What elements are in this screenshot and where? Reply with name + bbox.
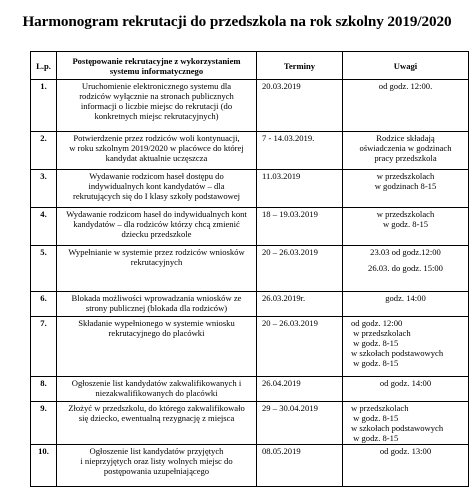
row-number: 6. <box>31 292 57 317</box>
step-line: strony publicznej (blokada dla rodziców) <box>85 303 228 313</box>
header-dates: Terminy <box>257 52 343 80</box>
step-line: Ogłoszenie list kandydatów zakwalifikowanych i <box>71 378 242 388</box>
notes-cell <box>343 208 469 246</box>
table-row <box>31 80 469 132</box>
note-line: godz. 14:00 <box>385 293 426 303</box>
date-cell: 08.05.2019 <box>257 445 343 487</box>
step-line: indywidualnych kont kandydatów – dla <box>88 181 225 191</box>
header-step-line: systemu informatycznego <box>109 65 204 76</box>
schedule-table <box>30 51 469 487</box>
step-line: niezakwalifikowanych do placówki <box>95 388 218 398</box>
table-row <box>31 170 469 208</box>
step-line: Uruchomienie elektronicznego systemu dla <box>81 81 232 91</box>
step-line: rodziców wyłącznie na stronach publicznych <box>79 91 234 101</box>
date-cell: 18 – 19.03.2019 <box>257 208 343 246</box>
step-line: rekrutacyjnych <box>130 257 183 267</box>
date-cell: 20 – 26.03.2019 <box>257 246 343 292</box>
note-line: 23.03 od godz.12:00 <box>370 247 441 257</box>
note-line: w szkołach podstawowych <box>351 348 444 358</box>
step-description <box>57 377 257 402</box>
table-row <box>31 132 469 170</box>
step-description <box>57 170 257 208</box>
notes-cell <box>343 132 469 170</box>
row-number: 4. <box>31 208 57 246</box>
row-number: 3. <box>31 170 57 208</box>
date-cell: 20 – 26.03.2019 <box>257 317 343 377</box>
note-line: w przedszkolach <box>351 328 411 338</box>
note-line: w przedszkolach <box>376 209 435 219</box>
note-line: w godz. 8-15 <box>351 338 399 348</box>
step-line: Potwierdzenie przez rodziców woli kontynuacji, <box>73 133 240 143</box>
step-line: Wypełnianie w systemie przez rodziców wniosków <box>68 247 245 257</box>
table-row <box>31 292 469 317</box>
note-line: w godzinach 8-15 <box>374 181 437 191</box>
note-line: pracy przedszkola <box>374 153 437 163</box>
date-cell: 20.03.2019 <box>257 80 343 132</box>
row-number: 7. <box>31 317 57 377</box>
row-number: 1. <box>31 80 57 132</box>
date-cell: 29 – 30.04.2019 <box>257 402 343 445</box>
note-line: w godz. 8-15 <box>382 219 429 229</box>
row-number: 2. <box>31 132 57 170</box>
step-line: Składanie wypełnionego w systemie wniosku <box>78 318 235 328</box>
step-line: i nieprzyjętych oraz listy wolnych miejsc do <box>80 456 233 466</box>
notes-cell <box>343 402 469 445</box>
step-line: konkretnych miejsc rekrutacyjnych) <box>94 111 219 121</box>
note-line: w przedszkolach <box>351 403 409 413</box>
step-description <box>57 80 257 132</box>
header-lp: L.p. <box>31 52 57 80</box>
step-line: Złożyć w przedszkolu, do którego zakwalifikowało <box>68 403 245 413</box>
step-line: Wydawanie rodzicom haseł dostępu do <box>89 171 224 181</box>
table-row <box>31 445 469 487</box>
table-row <box>31 402 469 445</box>
note-line: od godz. 14:00 <box>379 378 432 388</box>
row-number: 10. <box>31 445 57 487</box>
note-line: Rodzice składają <box>376 133 435 143</box>
step-description <box>57 317 257 377</box>
note-line: w szkołach podstawowych <box>351 423 444 433</box>
notes-cell <box>343 246 469 292</box>
notes-cell <box>343 317 469 377</box>
table-row <box>31 377 469 402</box>
table-row <box>31 317 469 377</box>
date-cell: 7 - 14.03.2019. <box>257 132 343 170</box>
note-line: oświadczenia w godzinach <box>359 143 452 153</box>
note-line: 26.03. do godz. 15:00 <box>368 263 443 273</box>
step-description <box>57 208 257 246</box>
table-header-row <box>31 52 469 80</box>
step-line: Wydawanie rodzicom haseł do indywidualnych kont <box>66 209 247 219</box>
note-line: od godz. 12:00. <box>378 81 433 91</box>
notes-cell <box>343 377 469 402</box>
row-number: 5. <box>31 246 57 292</box>
date-cell: 26.04.2019 <box>257 377 343 402</box>
note-line: od godz. 13:00 <box>379 446 432 456</box>
step-line: Blokada możliwości wprowadzania wniosków ze <box>71 293 242 303</box>
step-line: informacji o liczbie miejsc do rekrutacji (do <box>80 101 233 111</box>
step-description <box>57 132 257 170</box>
date-cell: 26.03.2019r. <box>257 292 343 317</box>
step-description <box>57 246 257 292</box>
step-description <box>57 292 257 317</box>
step-line: postępowania uzupełniającego <box>103 466 210 476</box>
notes-cell <box>343 445 469 487</box>
step-line: kandydat aktualnie uczęszcza <box>105 153 208 163</box>
step-line: w roku szkolnym 2019/2020 w placówce do której <box>69 143 244 153</box>
step-line: kandydatów – dla rodziców którzy chcą zmienić <box>73 219 240 229</box>
note-line: od godz. 12:00 <box>351 318 403 328</box>
table-row <box>31 246 469 292</box>
notes-cell <box>343 292 469 317</box>
table-row <box>31 208 469 246</box>
notes-cell <box>343 170 469 208</box>
header-step <box>57 52 257 80</box>
step-line: się dziecko, ewentualną rezygnację z miejsca <box>78 413 235 423</box>
header-step-line: Postępowanie rekrutacyjne z wykorzystaniem <box>72 55 241 66</box>
document-title: Harmonogram rekrutacji do przedszkola na rok szkolny 2019/2020 <box>22 13 452 30</box>
note-line: w godz. 8-15 <box>351 358 399 368</box>
step-line: Ogłoszenie list kandydatów przyjętych <box>89 446 224 456</box>
note-line: w godz. 8-15 <box>351 413 399 423</box>
step-line: rekrutacyjnego do placówki <box>108 328 205 338</box>
date-cell: 11.03.2019 <box>257 170 343 208</box>
row-number: 9. <box>31 402 57 445</box>
row-number: 8. <box>31 377 57 402</box>
header-notes: Uwagi <box>343 52 469 80</box>
note-line: w godz. 8-15 <box>351 433 399 443</box>
step-line: dziecku przedszkole <box>121 229 192 239</box>
step-description <box>57 402 257 445</box>
step-description <box>57 445 257 487</box>
notes-cell <box>343 80 469 132</box>
step-line: rekrutujących się do I klasy szkoły podstawowej <box>72 191 241 201</box>
note-line: w przedszkolach <box>376 171 435 181</box>
